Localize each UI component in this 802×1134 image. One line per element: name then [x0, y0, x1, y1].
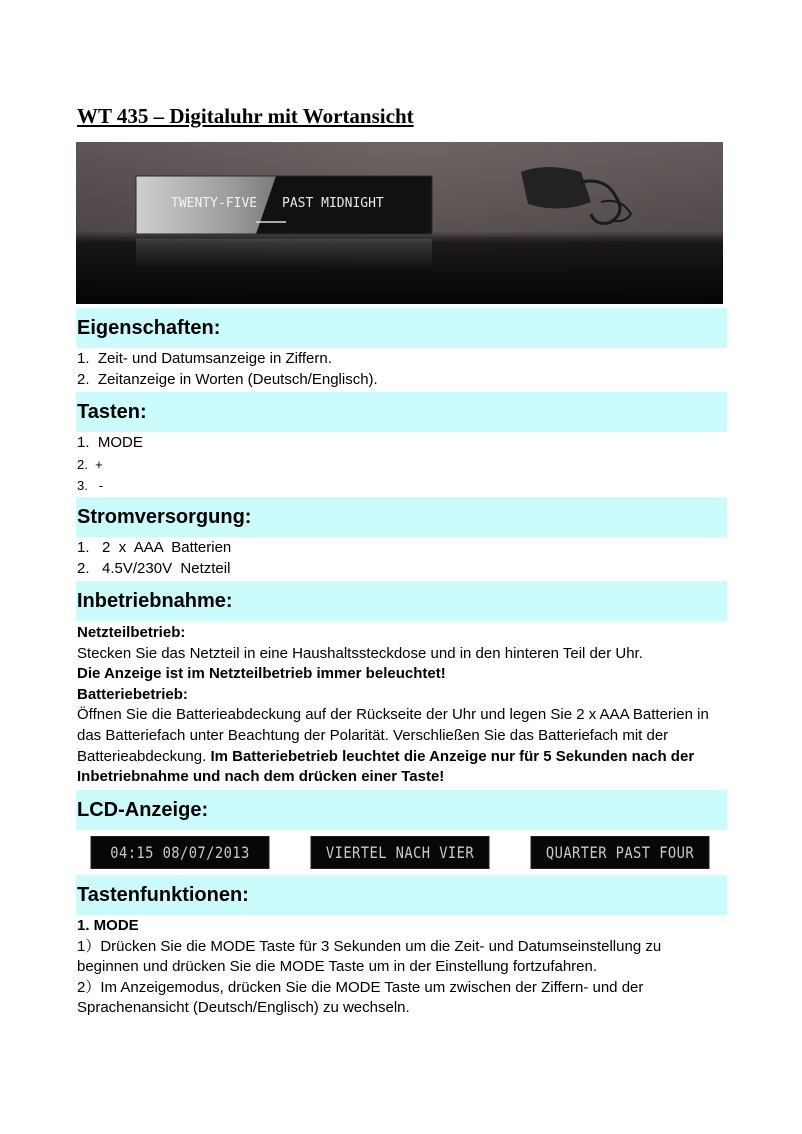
- inbetriebnahme-text: [77, 623, 727, 788]
- lcd-display-english: QUARTER PAST FOUR: [531, 836, 710, 869]
- lcd-display-digits: 04:15 08/07/2013: [91, 836, 270, 869]
- netzteil-note: Die Anzeige ist im Netzteilbetrieb immer beleuchtet!: [77, 665, 446, 683]
- page-title: WT 435 – Digitaluhr mit Wortansicht: [77, 104, 414, 128]
- list-text: +: [95, 457, 103, 472]
- list-number: 2.: [77, 560, 90, 577]
- batterie-note: Im Batteriebetrieb leuchtet die Anzeige nur für 5 Sekunden nach der Inbetriebnahme und nach dem drücken einer Taste!: [77, 747, 695, 786]
- section-heading-tasten: Tasten:: [76, 392, 727, 432]
- batterie-text: [77, 705, 727, 787]
- list-text: MODE: [97, 434, 143, 451]
- tastenfunktionen-text: [77, 916, 727, 1019]
- list-number: 2.: [77, 371, 90, 388]
- list-text: Zeit- und Datumsanzeige in Ziffern.: [97, 350, 332, 367]
- list-text: Zeitanzeige in Worten (Deutsch/Englisch).: [97, 371, 378, 388]
- section-heading-inbetriebnahme: Inbetriebnahme:: [76, 581, 727, 621]
- list-item: [77, 538, 231, 558]
- list-number: 1.: [77, 350, 90, 367]
- list-number: 2.: [77, 457, 88, 472]
- list-text: -: [98, 478, 104, 493]
- list-number: 1.: [77, 539, 90, 556]
- hero-display-right: PAST MIDNIGHT: [282, 196, 384, 211]
- netzteil-title: Netzteilbetrieb:: [77, 624, 186, 641]
- netzteil-text: Stecken Sie das Netzteil in eine Haushaltssteckdose und in den hinteren Teil der Uhr.: [77, 644, 643, 662]
- section-heading-eigenschaften: Eigenschaften:: [76, 308, 727, 348]
- product-image: [76, 142, 723, 304]
- batterie-body: Öffnen Sie die Batterieabdeckung auf der Rückseite der Uhr und legen Sie 2 x AAA Batterien in das Batteriefach unter Beachtung der Polarität. Verschließen Sie das Batteriefach mit der Batterieabdeckung.: [77, 706, 709, 765]
- list-item: [77, 455, 103, 475]
- list-item: [77, 370, 378, 390]
- section-heading-stromversorgung: Stromversorgung:: [76, 497, 727, 537]
- clock-photo: [76, 142, 723, 304]
- list-item: [77, 349, 332, 369]
- mode-paragraph-2: 2）Im Anzeigemodus, drücken Sie die MODE Taste um zwischen der Ziffern- und der Sprachenansicht (Deutsch/Englisch) zu wechseln.: [77, 978, 644, 1017]
- list-text: 4.5V/230V Netzteil: [102, 560, 231, 577]
- section-heading-lcd: LCD-Anzeige:: [76, 790, 727, 830]
- section-heading-tastenfunktionen: Tastenfunktionen:: [76, 875, 727, 915]
- batterie-title: Batteriebetrieb:: [77, 685, 188, 703]
- mode-paragraph-1: 1）Drücken Sie die MODE Taste für 3 Sekunden um die Zeit- und Datumseinstellung zu beginnen und drücken Sie die MODE Taste um in der Einstellung fortzufahren.: [77, 937, 662, 976]
- list-number: 1.: [77, 434, 90, 451]
- list-number: 3.: [77, 478, 88, 493]
- lcd-display-german: VIERTEL NACH VIER: [311, 836, 490, 869]
- mode-title: 1. MODE: [77, 917, 139, 934]
- hero-display-left: TWENTY-FIVE: [171, 196, 258, 211]
- list-item: [77, 476, 103, 496]
- list-item: [77, 433, 143, 453]
- list-item: [77, 559, 230, 579]
- list-text: 2 x AAA Batterien: [102, 539, 232, 556]
